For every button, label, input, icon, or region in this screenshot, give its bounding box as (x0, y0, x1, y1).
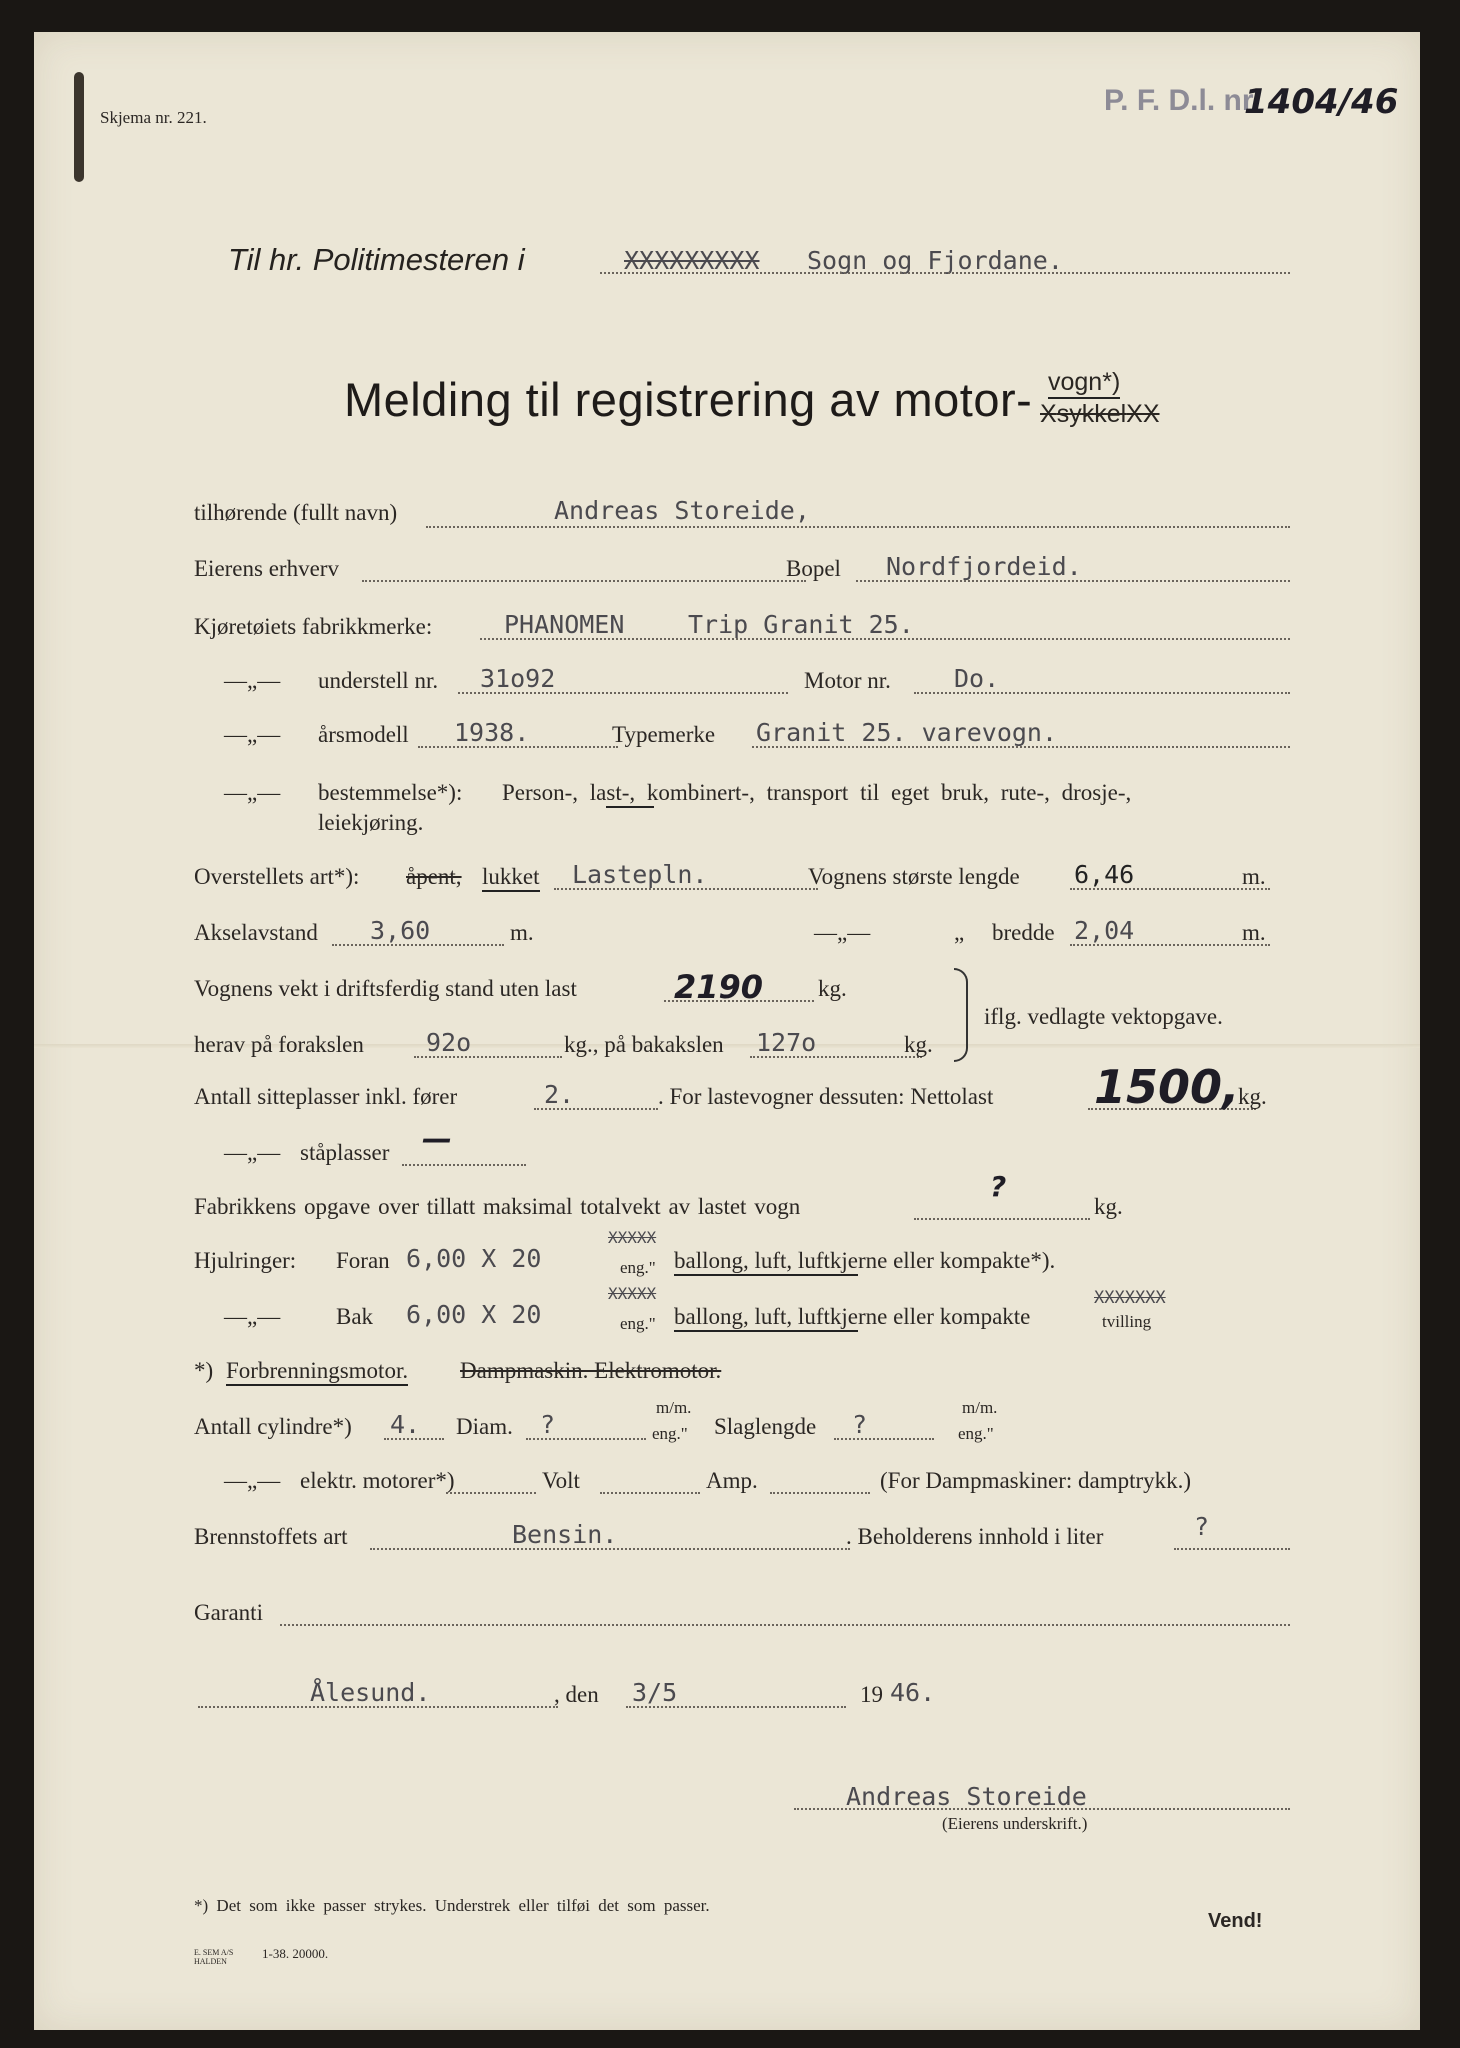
title-struck-word: sykkel (1056, 400, 1127, 428)
year-prefix: 19 (860, 1682, 883, 1707)
ditto-2: —„— (224, 722, 281, 747)
width-unit: m. (1242, 920, 1266, 945)
rear-axle-weight: 127o (756, 1028, 817, 1057)
archive-stamp: P. F. D.l. nr (1104, 84, 1254, 117)
purpose-options: Person-, last-, kombinert-, transport til eget bruk, rute-, drosje-, (502, 780, 1132, 805)
volt-line (600, 1492, 700, 1494)
engine-combustion: Forbrenningsmotor. (226, 1358, 408, 1386)
type-label: Typemerke (612, 722, 716, 747)
purpose-options-2: leiekjøring. (318, 810, 424, 835)
purpose-label: bestemmelse*): (318, 780, 463, 805)
police-district: Sogn og Fjordane. (807, 246, 1063, 275)
title-vehicle-car: vogn*) (1048, 368, 1120, 399)
twin-struck: XXXXXXX (1094, 1288, 1166, 1308)
addressee (228, 242, 525, 278)
chassis-number: 31o92 (480, 664, 556, 693)
wheels-label: Hjulringer: (194, 1248, 297, 1273)
electric-line (446, 1492, 536, 1494)
wheels-front-unit: eng." (620, 1258, 656, 1277)
staple-mark (74, 72, 84, 182)
struck-district: XXXXXXXXX (624, 246, 760, 275)
wheels-rear-unit-struck: XXXXX (608, 1284, 657, 1303)
body-open-struck: åpent, (406, 864, 462, 889)
occupation-label: Eierens erhverv (194, 556, 339, 581)
rear-axle-label: kg., på bakakslen (564, 1032, 724, 1057)
vehicle-length: 6,46 (1074, 860, 1135, 889)
fuel-type: Bensin. (512, 1520, 618, 1549)
steam-note: (For Dampmaskiner: damptrykk.) (880, 1468, 1192, 1493)
body-label: Overstellets art*): (194, 864, 360, 889)
length-unit: m. (1242, 864, 1266, 889)
stroke-unit-eng: eng." (958, 1424, 994, 1443)
width-ditto: „ (954, 920, 965, 945)
print-run: 1-38. 20000. (262, 1946, 329, 1961)
width-label: bredde (992, 920, 1055, 945)
date: 3/5 (632, 1678, 678, 1707)
form-number: Skjema nr. 221. (100, 108, 207, 127)
wheels-rear-types: ballong, luft, luftkjerne eller kompakte (674, 1304, 1031, 1329)
place: Ålesund. (310, 1678, 431, 1707)
cylinder-count: 4. (390, 1410, 421, 1439)
engine-others-struck: Dampmaskin. Elektromotor. (460, 1358, 722, 1383)
axle-unit: m. (510, 920, 534, 945)
wheels-front-underline (674, 1274, 858, 1276)
length-label: Vognens største lengde (808, 864, 1020, 889)
model-year: 1938. (454, 718, 530, 747)
front-axle-label: herav på forakslen (194, 1032, 364, 1057)
amp-line (770, 1492, 870, 1494)
wheels-rear-size: 6,00 X 20 (406, 1300, 542, 1329)
seat-count: 2. (544, 1080, 575, 1109)
seats-label: Antall sitteplasser inkl. fører (194, 1084, 458, 1109)
wheels-front-label: Foran (336, 1248, 390, 1273)
diam-label: Diam. (456, 1414, 513, 1439)
title-x-prefix: X (1040, 400, 1057, 428)
standing-label: ståplasser (300, 1140, 390, 1165)
wheels-rear-unit: eng." (620, 1314, 656, 1333)
turn-over: Vend! (1208, 1910, 1263, 1932)
ditto-7: —„— (224, 1468, 281, 1493)
max-weight-unit: kg. (1094, 1194, 1123, 1219)
ditto-1: —„— (224, 668, 281, 693)
diameter: ? (540, 1410, 556, 1439)
chassis-label: understell nr. (318, 668, 439, 693)
motor-label: Motor nr. (804, 668, 891, 693)
wheels-rear-label: Bak (336, 1304, 374, 1329)
body-type: Lastepln. (572, 860, 708, 889)
ditto-5: —„— (224, 1140, 281, 1165)
archive-number: 1404/46 (1244, 82, 1399, 122)
axle-distance: 3,60 (370, 916, 431, 945)
title-vehicle-motorcycle (1040, 400, 1160, 429)
guarantee-label: Garanti (194, 1600, 263, 1625)
owner-name-line (426, 526, 1290, 528)
twin-label: tvilling (1102, 1312, 1152, 1331)
standing-line (402, 1164, 526, 1166)
purpose-underline (606, 806, 654, 808)
ditto-6: —„— (224, 1304, 281, 1329)
weight-label: Vognens vekt i driftsferdig stand uten last (194, 976, 577, 1001)
max-weight-label: Fabrikkens opgave over tillatt maksimal totalvekt av lastet vogn (194, 1194, 801, 1219)
stroke-unit-mm: m/m. (962, 1398, 998, 1417)
make-label: Kjøretøiets fabrikkmerke: (194, 614, 433, 639)
ditto-4: —„— (814, 920, 871, 945)
vehicle-width: 2,04 (1074, 916, 1135, 945)
cylinders-label: Antall cylindre*) (194, 1414, 352, 1439)
net-load-label: . For lastevogner dessuten: Nettolast (658, 1084, 994, 1109)
tank-label: . Beholderens innhold i liter (846, 1524, 1104, 1549)
owner-name-label: tilhørende (fullt navn) (194, 500, 398, 525)
standing-places: — (422, 1122, 452, 1157)
make: PHANOMEN (504, 610, 625, 639)
title-x-suffix: XX (1126, 400, 1160, 428)
residence: Nordfjordeid. (886, 552, 1082, 581)
form-title: Melding til registrering av motor- (344, 373, 1033, 426)
wheels-front-unit-struck: XXXXX (608, 1228, 657, 1247)
front-axle-weight: 92o (426, 1028, 472, 1057)
printer-name: E. SEM A/S HALDEN (194, 1948, 234, 1966)
wheels-front-types: ballong, luft, luftkjerne eller kompakte*). (674, 1248, 1056, 1273)
date-den: , den (554, 1682, 599, 1707)
stroke-line (834, 1438, 934, 1440)
weight-bracket (954, 968, 968, 1062)
stroke: ? (852, 1410, 868, 1439)
engine-footnote-mark: *) (194, 1358, 214, 1383)
net-load-unit: kg. (1238, 1084, 1267, 1109)
motor-number: Do. (954, 664, 1000, 693)
tank-line (1174, 1548, 1290, 1550)
body-closed: lukket (482, 864, 540, 892)
year-label: årsmodell (318, 722, 409, 747)
district-line (600, 272, 1290, 274)
axle-label: Akselavstand (194, 920, 318, 945)
max-weight-line (914, 1218, 1090, 1220)
tank-capacity: ? (1194, 1512, 1210, 1541)
vehicle-weight: 2190 (674, 968, 764, 1006)
max-weight: ? (990, 1170, 1007, 1203)
form-page (34, 32, 1420, 2030)
signature-caption: (Eierens underskrift.) (942, 1814, 1088, 1833)
footnote: *) Det som ikke passer strykes. Understrek eller tilføi det som passer. (194, 1896, 710, 1915)
occupation-line (362, 580, 806, 582)
volt-label: Volt (542, 1468, 580, 1493)
model: Trip Granit 25. (688, 610, 914, 639)
wheels-front-size: 6,00 X 20 (406, 1244, 542, 1273)
diam-unit-eng: eng." (652, 1424, 688, 1443)
addressee-prefix: Til hr. Politimesteren i (228, 242, 525, 277)
wheels-rear-underline (674, 1330, 858, 1332)
owner-name: Andreas Storeide, (554, 496, 810, 525)
net-load: 1500, (1094, 1060, 1240, 1114)
weight-unit: kg. (818, 976, 847, 1001)
owner-signature: Andreas Storeide (846, 1782, 1087, 1811)
year-suffix: 46. (890, 1678, 936, 1707)
ditto-3: —„— (224, 780, 281, 805)
diam-unit-mm: m/m. (656, 1398, 692, 1417)
rear-axle-unit: kg. (904, 1032, 933, 1057)
guarantee-line (280, 1624, 1290, 1626)
electric-label: elektr. motorer*) (300, 1468, 455, 1493)
amp-label: Amp. (706, 1468, 758, 1493)
residence-label: Bopel (786, 556, 841, 581)
fuel-label: Brennstoffets art (194, 1524, 348, 1549)
stroke-label: Slaglengde (714, 1414, 817, 1439)
type-mark: Granit 25. varevogn. (756, 718, 1058, 747)
weight-note: iflg. vedlagte vektopgave. (984, 1004, 1223, 1029)
